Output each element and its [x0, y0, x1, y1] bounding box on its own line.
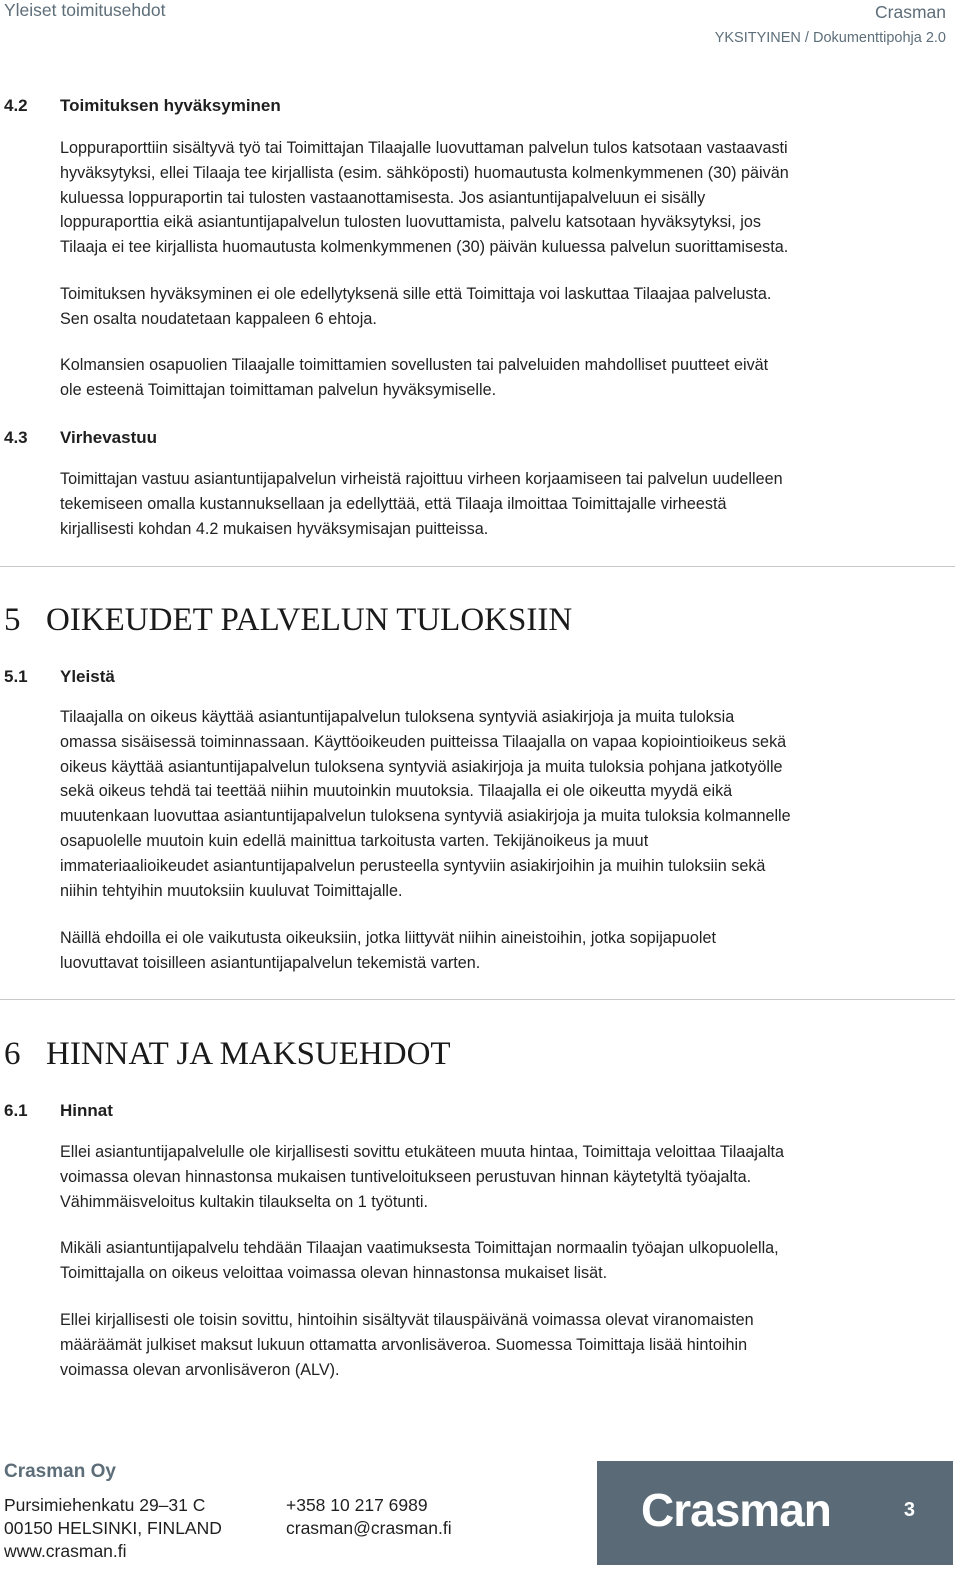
- header-company: Crasman: [875, 2, 946, 22]
- text-line: niihin tehtyihin muutoksiin kuuluvat Toimittajalle.: [60, 881, 403, 900]
- text-line: kuluessa loppuraportin tai tulosten vastaanottamisesta. Jos asiantuntijapalveluun ei sisälly: [60, 188, 706, 207]
- chapter-5-heading: [4, 602, 572, 639]
- text-line: Tilaaja ei tee kirjallista huomautusta kolmenkymmenen (30) päivän kuluessa palvelun suorittamisesta.: [60, 238, 789, 257]
- footer-street: Pursimiehenkatu 29–31 C: [4, 1495, 206, 1515]
- section-5-1-paragraph-2: [60, 926, 960, 976]
- section-4-2-paragraph-2: [60, 282, 960, 332]
- text-line: luovuttavat toisilleen asiantuntijapalvelun tekemistä varten.: [60, 953, 481, 972]
- chapter-6-heading: [4, 1036, 451, 1073]
- section-6-1-paragraph-2: [60, 1236, 960, 1286]
- footer-website-link[interactable]: www.crasman.fi: [4, 1541, 127, 1561]
- text-line: voimassa olevan hinnastonsa mukaisen tuntiveloitukseen perustuvan hinnan käytetyltä työajalta.: [60, 1167, 752, 1186]
- section-5-1-title: Yleistä: [60, 667, 115, 686]
- text-line: Toimittajan vastuu asiantuntijapalvelun virheistä rajoittuu virheen korjaamiseen tai palvelun uudelleen: [60, 470, 783, 488]
- text-line: tekemiseen omalla kustannuksellaan ja edellyttää, että Tilaaja ilmoittaa Toimittajalle virheestä: [60, 494, 727, 513]
- text-line: Tilaajalla on oikeus käyttää asiantuntijapalvelun tuloksena syntyviä asiakirjoja ja muita tuloksia: [60, 708, 735, 726]
- page-number: 3: [903, 1499, 915, 1521]
- section-5-1-paragraph-1: [60, 705, 960, 903]
- text-line: kirjallisesti kohdan 4.2 mukaisen hyväksymisajan puitteissa.: [60, 519, 489, 538]
- section-6-1-title: Hinnat: [60, 1101, 113, 1120]
- text-line: oikeus käyttää asiantuntijapalvelun tuloksena syntyviä asiakirjoja ja muita tuloksia pohjana jatkotyölle: [60, 757, 783, 776]
- text-line: Mikäli asiantuntijapalvelu tehdään Tilaajan vaatimuksesta Toimittajan normaalin työajan ulkopuolella,: [60, 1239, 779, 1257]
- section-4-2-paragraph-1: [60, 136, 960, 260]
- text-line: sekä oikeus tehdä tai teettää niihin muutoinkin muutoksia. Tilaajalla ei ole oikeutta myydä eikä: [60, 782, 733, 801]
- header-classification: YKSITYINEN / Dokumenttipohja 2.0: [714, 30, 946, 46]
- text-line: Näillä ehdoilla ei ole vaikutusta oikeuksiin, jotka liittyvät niihin aineistoihin, jotka sopijapuolet: [60, 929, 716, 947]
- text-line: määräämät julkiset maksut lukuun ottamatta arvonlisäveroa. Suomessa Toimittaja lisää hintoihin: [60, 1335, 748, 1354]
- text-line: loppuraporttia eikä asiantuntijapalvelun tulosten luovuttamista, palvelu katsotaan hyväksytyksi, jos: [60, 213, 761, 232]
- section-6-1-paragraph-1: [60, 1140, 960, 1214]
- text-line: Ellei kirjallisesti ole toisin sovittu, hintoihin sisältyvät tilauspäivänä voimassa olevat viranomaisten: [60, 1311, 754, 1329]
- divider: [0, 999, 955, 1000]
- text-line: hyväksytyksi, ellei Tilaaja tee kirjallista (esim. sähköposti) huomautusta kolmenkymmenen (30) päivän: [60, 163, 789, 182]
- text-line: Ellei asiantuntijapalvelulle ole kirjallisesti sovittu etukäteen muuta hintaa, Toimittaja veloittaa Tilaajalta: [60, 1143, 785, 1161]
- text-line: immateriaalioikeudet asiantuntijapalvelun perusteella syntyviin asiakirjoihin ja muihin tuloksiin sekä: [60, 856, 766, 875]
- footer-email-link[interactable]: crasman@crasman.fi: [286, 1518, 452, 1538]
- section-4-3-paragraph-1: [60, 467, 960, 541]
- text-line: Toimittajalla on oikeus veloittaa voimassa olevan hinnastonsa mukaiset lisät.: [60, 1263, 608, 1282]
- logo-banner: [597, 1461, 953, 1565]
- text-line: muutenkaan luovuttaa asiantuntijapalvelun tuloksena syntyviä asiakirjoja ja muita tuloksia kolmannelle: [60, 807, 791, 826]
- text-line: Kolmansien osapuolien Tilaajalle toimittamien sovellusten tai palveluiden mahdolliset puutteet eivät: [60, 356, 769, 374]
- crasman-logo: Crasman: [641, 1484, 831, 1536]
- footer-phone[interactable]: +358 10 217 6989: [286, 1495, 428, 1515]
- footer-company-name: Crasman Oy: [4, 1461, 116, 1482]
- chapter-title: OIKEUDET PALVELUN TULOKSIIN: [46, 602, 573, 638]
- text-line: Loppuraporttiin sisältyvä työ tai Toimittajan Tilaajalle luovuttaman palvelun tulos katsotaan vastaavasti: [60, 139, 788, 157]
- text-line: omassa sisäisessä toiminnassaan. Käyttöoikeuden puitteissa Tilaajalla on vapaa kopiointioikeus sekä: [60, 732, 787, 751]
- section-6-1-paragraph-3: [60, 1308, 960, 1382]
- chapter-number: 6: [4, 1036, 21, 1072]
- chapter-title: HINNAT JA MAKSUEHDOT: [46, 1036, 451, 1072]
- section-5-1-number: 5.1: [4, 667, 28, 686]
- text-line: Sen osalta noudatetaan kappaleen 6 ehtoja.: [60, 309, 377, 328]
- divider: [0, 566, 955, 567]
- section-4-3-number: 4.3: [4, 428, 28, 447]
- text-line: voimassa olevan arvonlisäveron (ALV).: [60, 1360, 340, 1379]
- text-line: Vähimmäisveloitus kultakin tilaukselta on 1 työtunti.: [60, 1192, 428, 1211]
- footer-city: 00150 HELSINKI, FINLAND: [4, 1518, 222, 1538]
- text-line: osapuolelle muutoin kuin edellä mainittua tarkoitusta varten. Tekijänoikeus ja muut: [60, 831, 649, 850]
- footer-address: [4, 1494, 222, 1563]
- document-title: Yleiset toimitusehdot: [4, 0, 166, 20]
- footer-contact: [286, 1494, 452, 1540]
- chapter-number: 5: [4, 602, 21, 638]
- section-4-2-number: 4.2: [4, 96, 28, 115]
- text-line: ole esteenä Toimittajan toimittaman palvelun hyväksymiselle.: [60, 380, 497, 399]
- section-4-2-paragraph-3: [60, 353, 960, 403]
- text-line: Toimituksen hyväksyminen ei ole edellytyksenä sille että Toimittaja voi laskuttaa Tilaajaa palvelusta.: [60, 285, 772, 303]
- section-4-3-title: Virhevastuu: [60, 428, 158, 447]
- section-4-2-title: Toimituksen hyväksyminen: [60, 96, 281, 115]
- header-info: [715, 2, 946, 47]
- section-6-1-number: 6.1: [4, 1101, 28, 1120]
